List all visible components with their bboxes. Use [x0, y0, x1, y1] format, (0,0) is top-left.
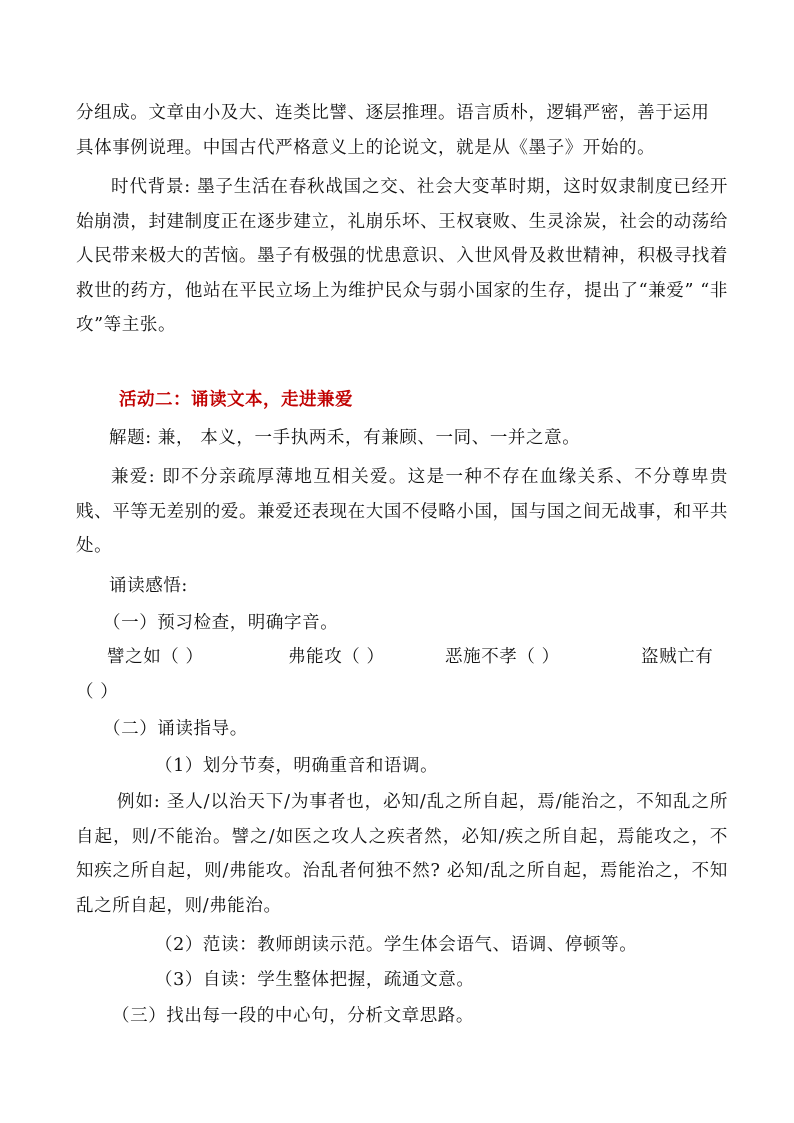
part1-heading: （一）预习检查，明确字音。	[103, 613, 339, 633]
pinyin-item-2: 弗能攻（ ）	[288, 647, 385, 667]
background-paragraph: 时代背景: 墨子生活在春秋战国之交、社会大变革时期，这时奴隶制度已经开始崩溃，封建制度正在逐步建立，礼崩乐坏、王权衰败、生灵涂炭，社会的动荡给人民带来极大的苦恼。墨子有极强的忧患意识、入世风骨及救世精神，积极寻找着救世的药方，他站在平民立场上为维护民众与弱小国家的生存，提出了“兼爱” “非攻”等主张。	[76, 177, 728, 335]
pinyin-item-4-blank: （ ）	[76, 682, 119, 702]
part3-heading: （三）找出每一段的中心句，分析文章思路。	[112, 1006, 474, 1026]
songdu-label: 诵读感悟:	[109, 576, 188, 596]
pinyin-item-1: 譬之如（ ）	[107, 647, 204, 667]
example-paragraph: 例如: 圣人/以治天下/为事者也，必知/乱之所自起，焉/能治之，不知乱之所自起，则/不能治。譬之/如医之攻人之疾者然，必知/疾之所自起，焉能攻之，不知疾之所自起，则/弗能攻。治乱者何独不然? 必知/乱之所自起，焉能治之，不知乱之所自起，则/弗能治。	[76, 792, 728, 916]
step1-line: （1）划分节奏，明确重音和语调。	[155, 756, 439, 776]
pinyin-item-4: 盗贼亡有	[641, 647, 714, 667]
step3-line: （3）自读：学生整体把握，疏通文意。	[155, 970, 475, 990]
jianai-paragraph: 兼爱: 即不分亲疏厚薄地互相关爱。这是一种不存在血缘关系、不分尊卑贵贱、平等无差别的爱。兼爱还表现在大国不侵略小国，国与国之间无战事，和平共处。	[76, 467, 728, 556]
pinyin-item-3: 恶施不孝（ ）	[445, 647, 560, 667]
intro-line-1: 分组成。文章由小及大、连类比譬、逐层推理。语言质朴，逻辑严密，善于运用	[76, 103, 710, 123]
jieti-line: 解题: 兼， 本义，一手执两禾，有兼顾、一同、一并之意。	[109, 428, 581, 448]
intro-line-2: 具体事例说理。中国古代严格意义上的论说文，就是从《墨子》开始的。	[76, 138, 656, 158]
step2-line: （2）范读：教师朗读示范。学生体会语气、语调、停顿等。	[155, 935, 638, 955]
activity-heading: 活动二：诵读文本，走进兼爱	[119, 390, 353, 410]
part2-heading: （二）诵读指导。	[103, 719, 248, 739]
